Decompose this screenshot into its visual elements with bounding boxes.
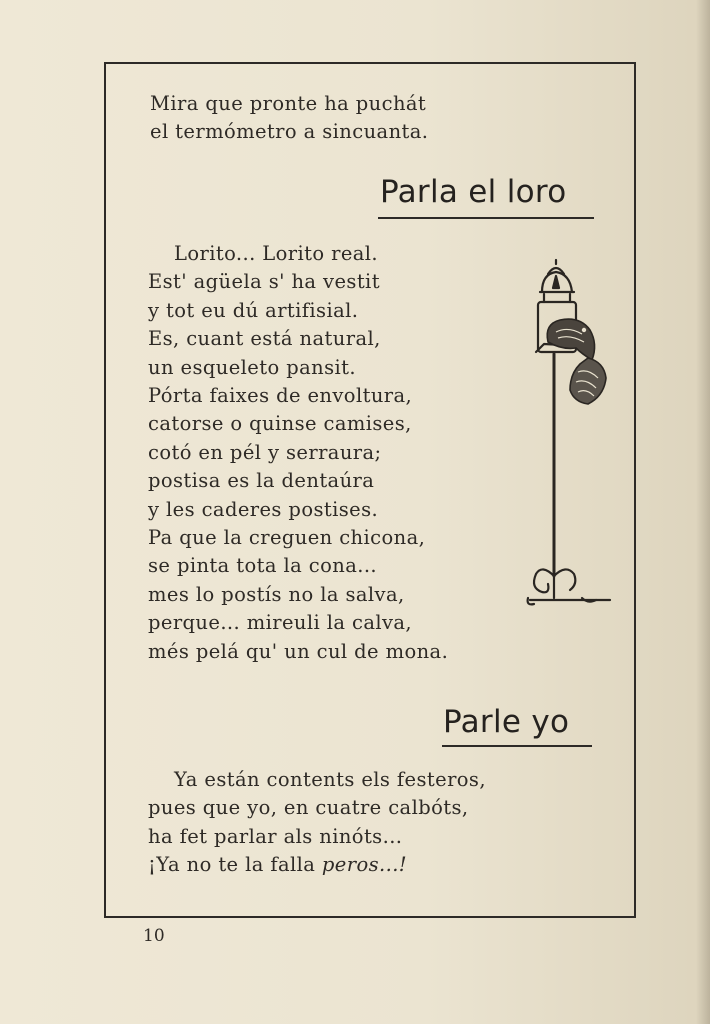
- verse-line: cotó en pél y serraura;: [148, 440, 382, 464]
- verse-line: Es, cuant está natural,: [148, 327, 381, 351]
- verse-line: Pórta faixes de envoltura,: [148, 384, 413, 408]
- title-underline: [442, 745, 592, 747]
- verse-line: Lorito... Lorito real.: [174, 242, 379, 265]
- intro-verse: [150, 90, 428, 147]
- verse-line: mes lo postís no la salva,: [148, 582, 405, 606]
- poem-parle-yo: [148, 766, 486, 880]
- verse-line: un esqueleto pansit.: [148, 355, 356, 379]
- verse-line: y tot eu dú artifisial.: [148, 298, 359, 322]
- verse-line: catorse o quinse camises,: [148, 412, 412, 436]
- verse-line: Mira que pronte ha puchát: [150, 92, 427, 115]
- section-title-parle-yo: Parle yo: [443, 704, 570, 740]
- verse-line: perque... mireuli la calva,: [148, 611, 413, 635]
- verse-line: ha fet parlar als ninóts...: [148, 824, 403, 848]
- section-title-parla-el-loro: Parla el loro: [380, 174, 567, 210]
- page-edge-shadow: [696, 0, 710, 1024]
- verse-line: pues que yo, en cuatre calbóts,: [148, 796, 469, 820]
- verse-line: Ya están contents els festeros,: [174, 768, 486, 791]
- verse-line: postisa es la dentaúra: [148, 469, 375, 493]
- verse-line: Pa que la creguen chicona,: [148, 526, 426, 550]
- italic-word: peros...!: [321, 853, 408, 877]
- verse-line: y les caderes postises.: [148, 497, 379, 521]
- verse-line: més pelá qu' un cul de mona.: [148, 639, 449, 663]
- verse-line: se pinta tota la cona...: [148, 554, 378, 578]
- verse-line: Est' agüela s' ha vestit: [148, 270, 380, 294]
- verse-line: el termómetro a sincuanta.: [150, 120, 429, 144]
- page-number: 10: [143, 926, 165, 946]
- title-underline: [378, 217, 594, 219]
- parrot-lamp-icon: [522, 258, 614, 618]
- verse-line: [148, 851, 486, 879]
- poem-parla-el-loro: [148, 240, 448, 666]
- verse-text: ¡Ya no te la falla: [148, 853, 322, 877]
